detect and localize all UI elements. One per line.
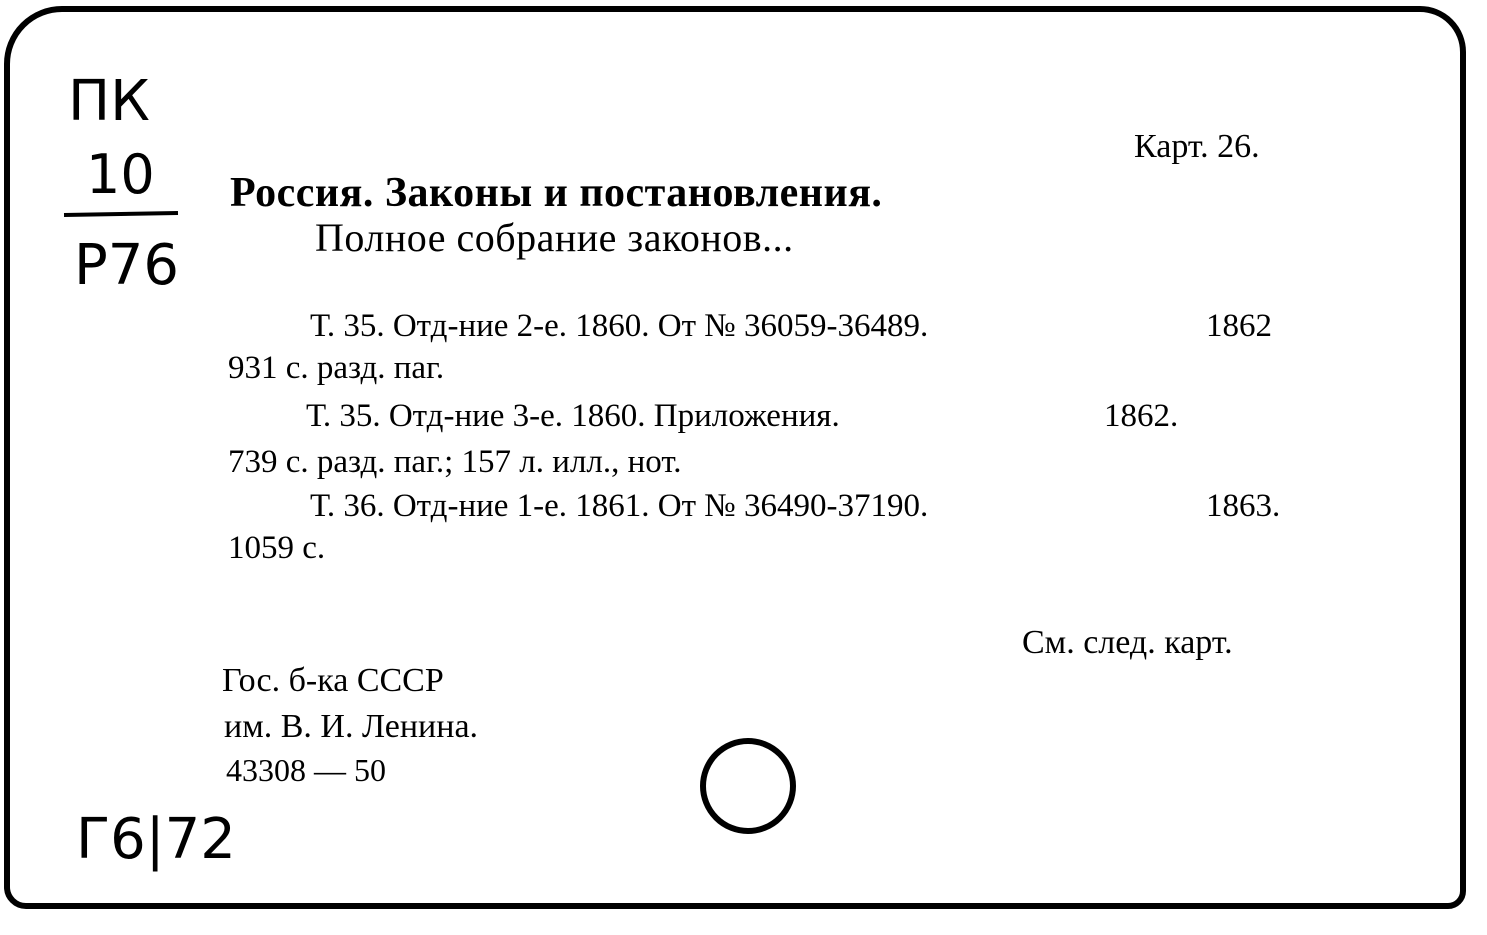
entry-pages: 1059 с. xyxy=(228,530,326,566)
entry-volume: Т. 35. Отд-ние 3-е. 1860. Приложения. xyxy=(306,398,840,434)
entry-pages: 739 с. разд. паг.; 157 л. илл., нот. xyxy=(228,444,682,480)
card-subtitle: Полное собрание законов... xyxy=(315,215,794,260)
printer-line: 43308 — 50 xyxy=(226,752,386,788)
printer-line: Гос. б-ка СССР xyxy=(222,662,444,699)
shelf-mark-bottom: Р76 xyxy=(74,233,180,298)
handwritten-bottom-mark: Г6|72 xyxy=(76,807,236,872)
shelf-mark-top: ПК xyxy=(68,69,150,134)
punch-hole-icon xyxy=(700,738,796,834)
card-heading: Россия. Законы и постановления. xyxy=(230,170,883,216)
continued-note: См. след. карт. xyxy=(1022,624,1233,661)
entry-year: 1862. xyxy=(1104,398,1179,434)
catalog-card xyxy=(4,6,1466,909)
entry-pages: 931 с. разд. паг. xyxy=(228,350,445,386)
entry-volume: Т. 36. Отд-ние 1-е. 1861. От № 36490-37190. xyxy=(310,488,929,524)
printer-line: им. В. И. Ленина. xyxy=(224,708,479,745)
shelf-mark-divider xyxy=(64,211,178,217)
card-number: Карт. 26. xyxy=(1134,128,1260,165)
entry-year: 1863. xyxy=(1206,488,1281,524)
entry-volume: Т. 35. Отд-ние 2-е. 1860. От № 36059-36489. xyxy=(310,308,929,344)
entry-year: 1862 xyxy=(1206,308,1272,344)
shelf-mark-middle: 10 xyxy=(86,143,155,206)
